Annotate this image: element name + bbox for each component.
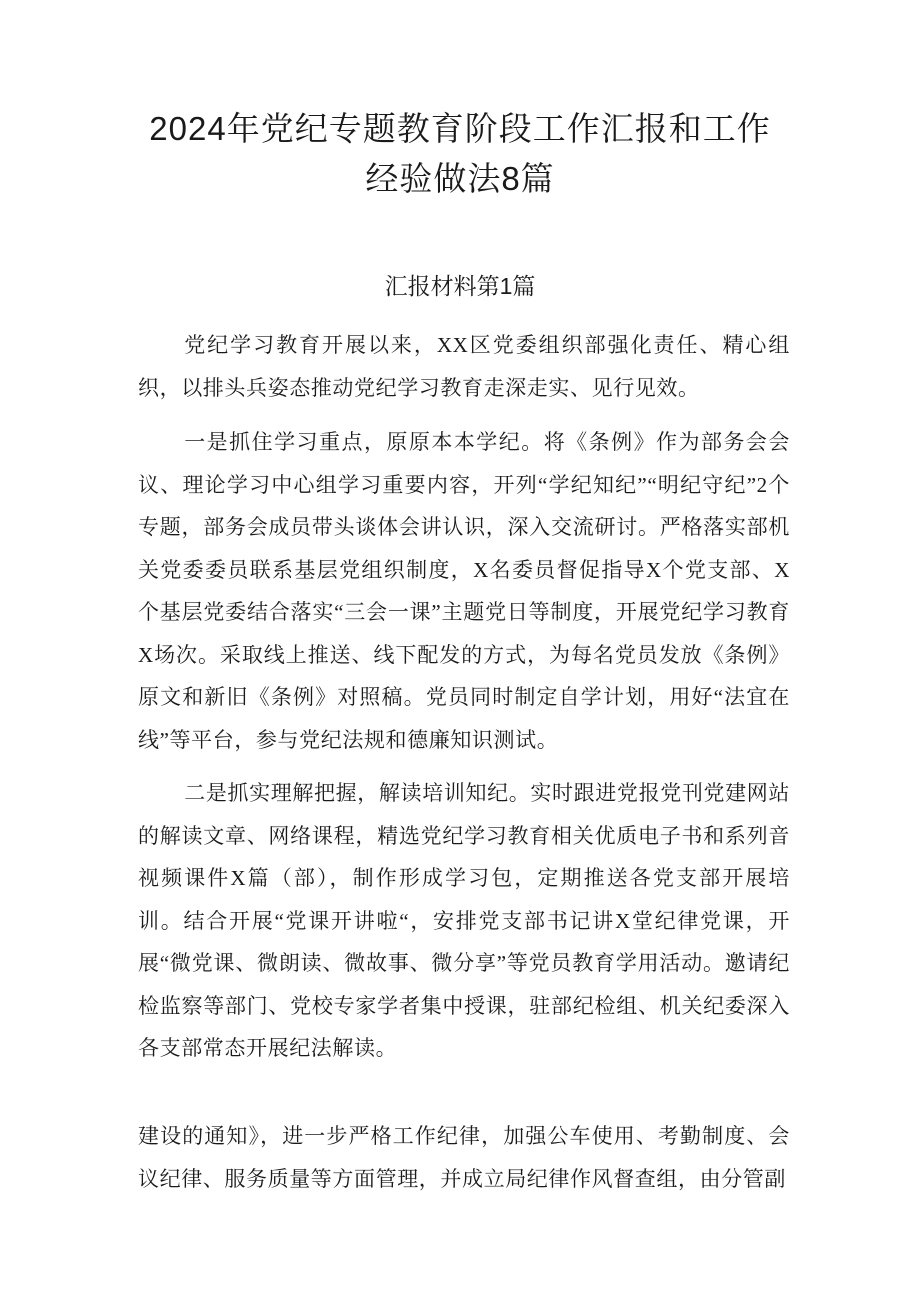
section-heading: 汇报材料第1篇 xyxy=(384,273,536,299)
document-title xyxy=(120,104,800,204)
document-title-line-2: 经验做法8篇 xyxy=(365,160,555,197)
document-title-line-1: 2024年党纪专题教育阶段工作汇报和工作 xyxy=(149,110,771,147)
paragraph-point-two: 二是抓实理解把握，解读培训知纪。实时跟进党报党刊党建网站的解读文章、网络课程，精选党纪学习教育相关优质电子书和系列音视频课件X篇（部），制作形成学习包，定期推送各党支部开展培训。结合开展“党课开讲啦“，安排党支部书记讲X堂纪律党课，开展“微党课、微朗读、微故事、微分享”等党员教育学用活动。邀请纪检监察等部门、党校专家学者集中授课，驻部纪检组、机关纪委深入各支部常态开展纪法解读。 xyxy=(138,781,790,1060)
paragraph-continuation: 建设的通知》，进一步严格工作纪律，加强公车使用、考勤制度、会议纪律、服务质量等方面管理，并成立局纪律作风督查组，由分管副 xyxy=(138,1124,790,1191)
paragraph-intro: 党纪学习教育开展以来，XX区党委组织部强化责任、精心组织，以排头兵姿态推动党纪学习教育走深走实、见行见效。 xyxy=(138,333,790,400)
paragraph-point-one: 一是抓住学习重点，原原本本学纪。将《条例》作为部务会会议、理论学习中心组学习重要内容，开列“学纪知纪”“明纪守纪”2个专题，部务会成员带头谈体会讲认识，深入交流研讨。严格落实部机关党委委员联系基层党组织制度，X名委员督促指导X个党支部、X个基层党委结合落实“三会一课”主题党日等制度，开展党纪学习教育X场次。采取线上推送、线下配发的方式，为每名党员发放《条例》原文和新旧《条例》对照稿。党员同时制定自学计划，用好“法宜在线”等平台，参与党纪法规和德廉知识测试。 xyxy=(138,430,790,752)
